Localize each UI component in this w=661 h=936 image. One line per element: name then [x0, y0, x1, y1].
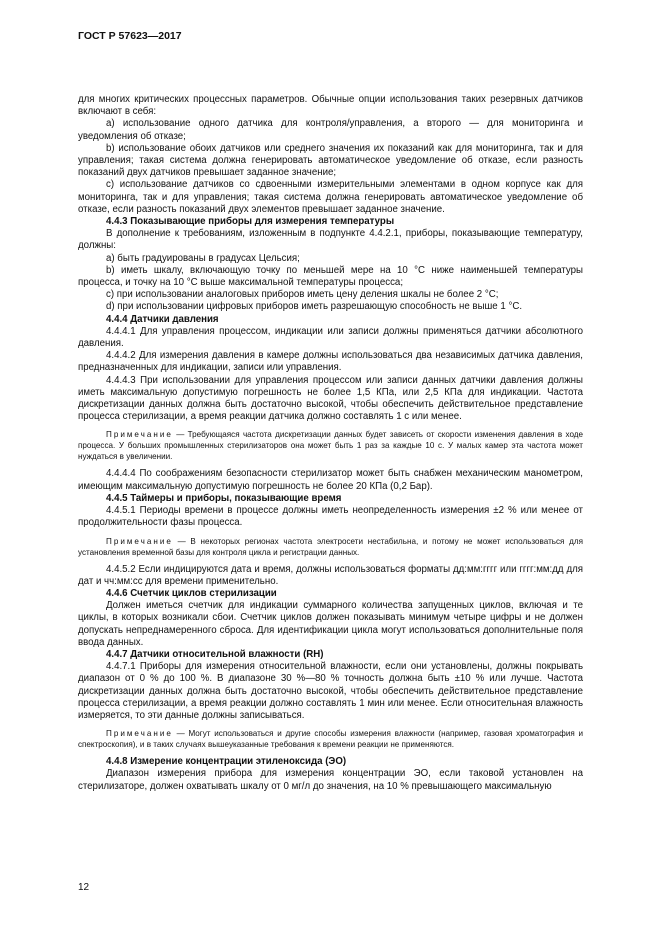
note-text: — Могут использоваться и другие способы измерения влажности (например, газовая хроматография и спектроскопия), и в таких случаях вышеуказанные требования к времени реакции не применяются. — [78, 729, 584, 750]
document-header: ГОСТ Р 57623—2017 — [78, 30, 182, 42]
page-number: 12 — [78, 882, 90, 893]
paragraph: 4.4.5.1 Периоды времени в процессе должны иметь неопределенность измерения ±2 % или менее от продолжительности фазы процесса. — [78, 505, 583, 529]
section-heading: 4.4.7 Датчики относительной влажности (RH) — [106, 648, 324, 660]
section-heading: 4.4.3 Показывающие приборы для измерения температуры — [106, 216, 395, 228]
paragraph: 4.4.4.1 Для управления процессом, индикации или записи должны применяться датчики абсолютного давления. — [78, 325, 583, 350]
paragraph: c) при использовании аналоговых приборов иметь цену деления шкалы не более 2 °C; — [106, 289, 499, 301]
note-paragraph — [78, 429, 583, 462]
section-heading: 4.4.5 Таймеры и приборы, показывающие время — [106, 492, 342, 504]
document-body — [78, 94, 583, 793]
note-paragraph — [78, 728, 583, 750]
paragraph: 4.4.7.1 Приборы для измерения относительной влажности, если они установлены, должны покрывать диапазон от 0 % до 100 %. В диапазоне 30 %—80 % точность должна быть ±10 % или лучше. Частота дискретизации данных должна быть достаточно высокой, чтобы обеспечить действительное представление процесса стерилизации, а время реакции должно составлять 1 мин или менее. Если относительная влажность измеряется, то эти данные должны записываться. — [78, 661, 583, 721]
section-heading: 4.4.4 Датчики давления — [106, 313, 219, 325]
note-label: Примечание — [106, 729, 173, 739]
paragraph: b) использование обоих датчиков или среднего значения их показаний как для мониторинга, так и для управления; такая система должна генерировать автоматическое уведомление об отказе, если разность показаний двух датчиков превышает заданное значение; — [78, 142, 583, 179]
section-heading: 4.4.8 Измерение концентрации этиленоксида (ЭО) — [106, 756, 347, 768]
section-heading: 4.4.6 Счетчик циклов стерилизации — [106, 587, 277, 599]
paragraph: a) быть градуированы в градусах Цельсия; — [106, 252, 300, 264]
note-text: — Требующаяся частота дискретизации данных будет зависеть от скорости изменения давления в ходе процесса. У больших промышленных стерилизаторов она может быть 1 раз за каждые 10 с. У малых камер эта частота может нуждаться в увеличении. — [78, 430, 583, 462]
note-text: — В некоторых регионах частота электросети нестабильна, и потому не может использоваться для установления временной базы для контроля цикла и регистрации данных. — [78, 536, 583, 557]
paragraph: Диапазон измерения прибора для измерения концентрации ЭО, если таковой установлен на стерилизаторе, должен охватывать шкалу от 0 мг/л до значения, на 10 % превышающего максимальную — [78, 768, 583, 792]
paragraph: В дополнение к требованиям, изложенным в подпункте 4.4.2.1, приборы, показывающие температуру, должны: — [78, 228, 583, 252]
paragraph: Должен иметься счетчик для индикации суммарного количества запущенных циклов, включая и те циклы, в которых возникали сбои. Счетчик циклов должен показывать минимум четыре цифры и не должен допускать непреднамеренного сброса. Для идентификации цикла могут использоваться дополнительные поля ввода данных. — [78, 600, 583, 648]
paragraph: c) использование датчиков со сдвоенными измерительными элементами в одном корпусе как для мониторинга, так и для управления; такая система должна генерировать автоматическое уведомление об отказе, если разность показаний двух элементов превышает заданное значение. — [78, 179, 583, 215]
paragraph: 4.4.4.4 По соображениям безопасности стерилизатор может быть снабжен механическим манометром, имеющим максимальную допустимую погрешность не более 20 КПа (0,2 Бар). — [78, 468, 583, 492]
paragraph: 4.4.4.3 При использовании для управления процессом или записи данных датчики давления должны иметь максимальную допустимую погрешность не более 1,5 КПа, или 2,5 КПа для индикации. Частота дискретизации данных должна быть достаточно высокой, чтобы обеспечить действительное представление процесса стерилизации, а время реакции датчика должно составлять 1 с или менее. — [78, 374, 583, 423]
paragraph: 4.4.4.2 Для измерения давления в камере должны использоваться два независимых датчика давления, предназначенных для индикации, записи или управления. — [78, 350, 583, 374]
paragraph: 4.4.5.2 Если индицируются дата и время, должны использоваться форматы дд:мм:гггг или гггг:мм:дд для дат и чч:мм:сс для времени применительно. — [78, 563, 583, 587]
paragraph: для многих критических процессных параметров. Обычные опции использования таких резервных датчиков включают в себя: — [78, 94, 583, 118]
note-label: Примечание — [106, 430, 173, 440]
paragraph: a) использование одного датчика для контроля/управления, а второго — для мониторинга и уведомления об отказе; — [78, 118, 583, 142]
note-paragraph — [78, 536, 583, 558]
paragraph: d) при использовании цифровых приборов иметь разрешающую способность не выше 1 °C. — [106, 301, 523, 313]
paragraph: b) иметь шкалу, включающую точку по меньшей мере на 10 °C ниже наименьшей температуры процесса, и точку на 10 °C выше максимальной температуры процесса; — [78, 264, 583, 289]
note-label: Примечание — [106, 536, 173, 546]
